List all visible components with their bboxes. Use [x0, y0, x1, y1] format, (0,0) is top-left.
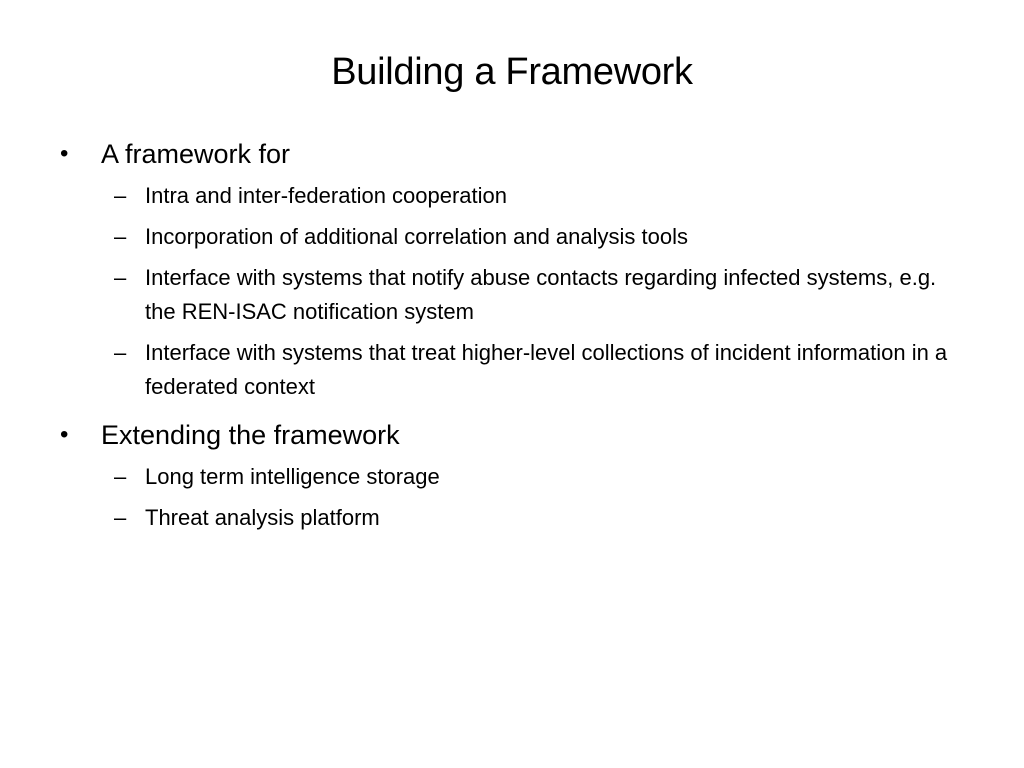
- sub-bullet-item: [58, 179, 958, 213]
- sub-bullet-item: [58, 261, 958, 329]
- dash-marker: –: [114, 505, 127, 530]
- bullet-marker: •: [60, 140, 69, 167]
- sub-bullet-item: [58, 336, 958, 404]
- sub-bullet-text: Interface with systems that notify abuse contacts regarding infected systems, e.g. the REN-ISAC notification system: [145, 265, 937, 324]
- dash-marker: –: [114, 464, 127, 489]
- slide-content: [58, 137, 958, 549]
- sub-bullet-text: Long term intelligence storage: [145, 464, 440, 489]
- dash-marker: –: [114, 340, 127, 365]
- bullet-text: Extending the framework: [101, 420, 400, 450]
- sub-bullet-item: [58, 460, 958, 494]
- dash-marker: –: [114, 224, 127, 249]
- sub-bullet-text: Interface with systems that treat higher-level collections of incident information in a federated context: [145, 340, 948, 399]
- bullet-text: A framework for: [101, 139, 291, 169]
- dash-marker: –: [114, 265, 127, 290]
- bullet-item: [58, 418, 958, 452]
- bullet-item: [58, 137, 958, 171]
- sub-bullet-text: Intra and inter-federation cooperation: [145, 183, 508, 208]
- dash-marker: –: [114, 183, 127, 208]
- sub-bullet-list: [58, 179, 958, 404]
- sub-bullet-text: Incorporation of additional correlation and analysis tools: [145, 224, 688, 249]
- sub-bullet-list: [58, 460, 958, 535]
- slide-title: Building a Framework: [331, 51, 693, 93]
- sub-bullet-item: [58, 501, 958, 535]
- bullet-marker: •: [60, 421, 69, 448]
- sub-bullet-item: [58, 220, 958, 254]
- sub-bullet-text: Threat analysis platform: [145, 505, 380, 530]
